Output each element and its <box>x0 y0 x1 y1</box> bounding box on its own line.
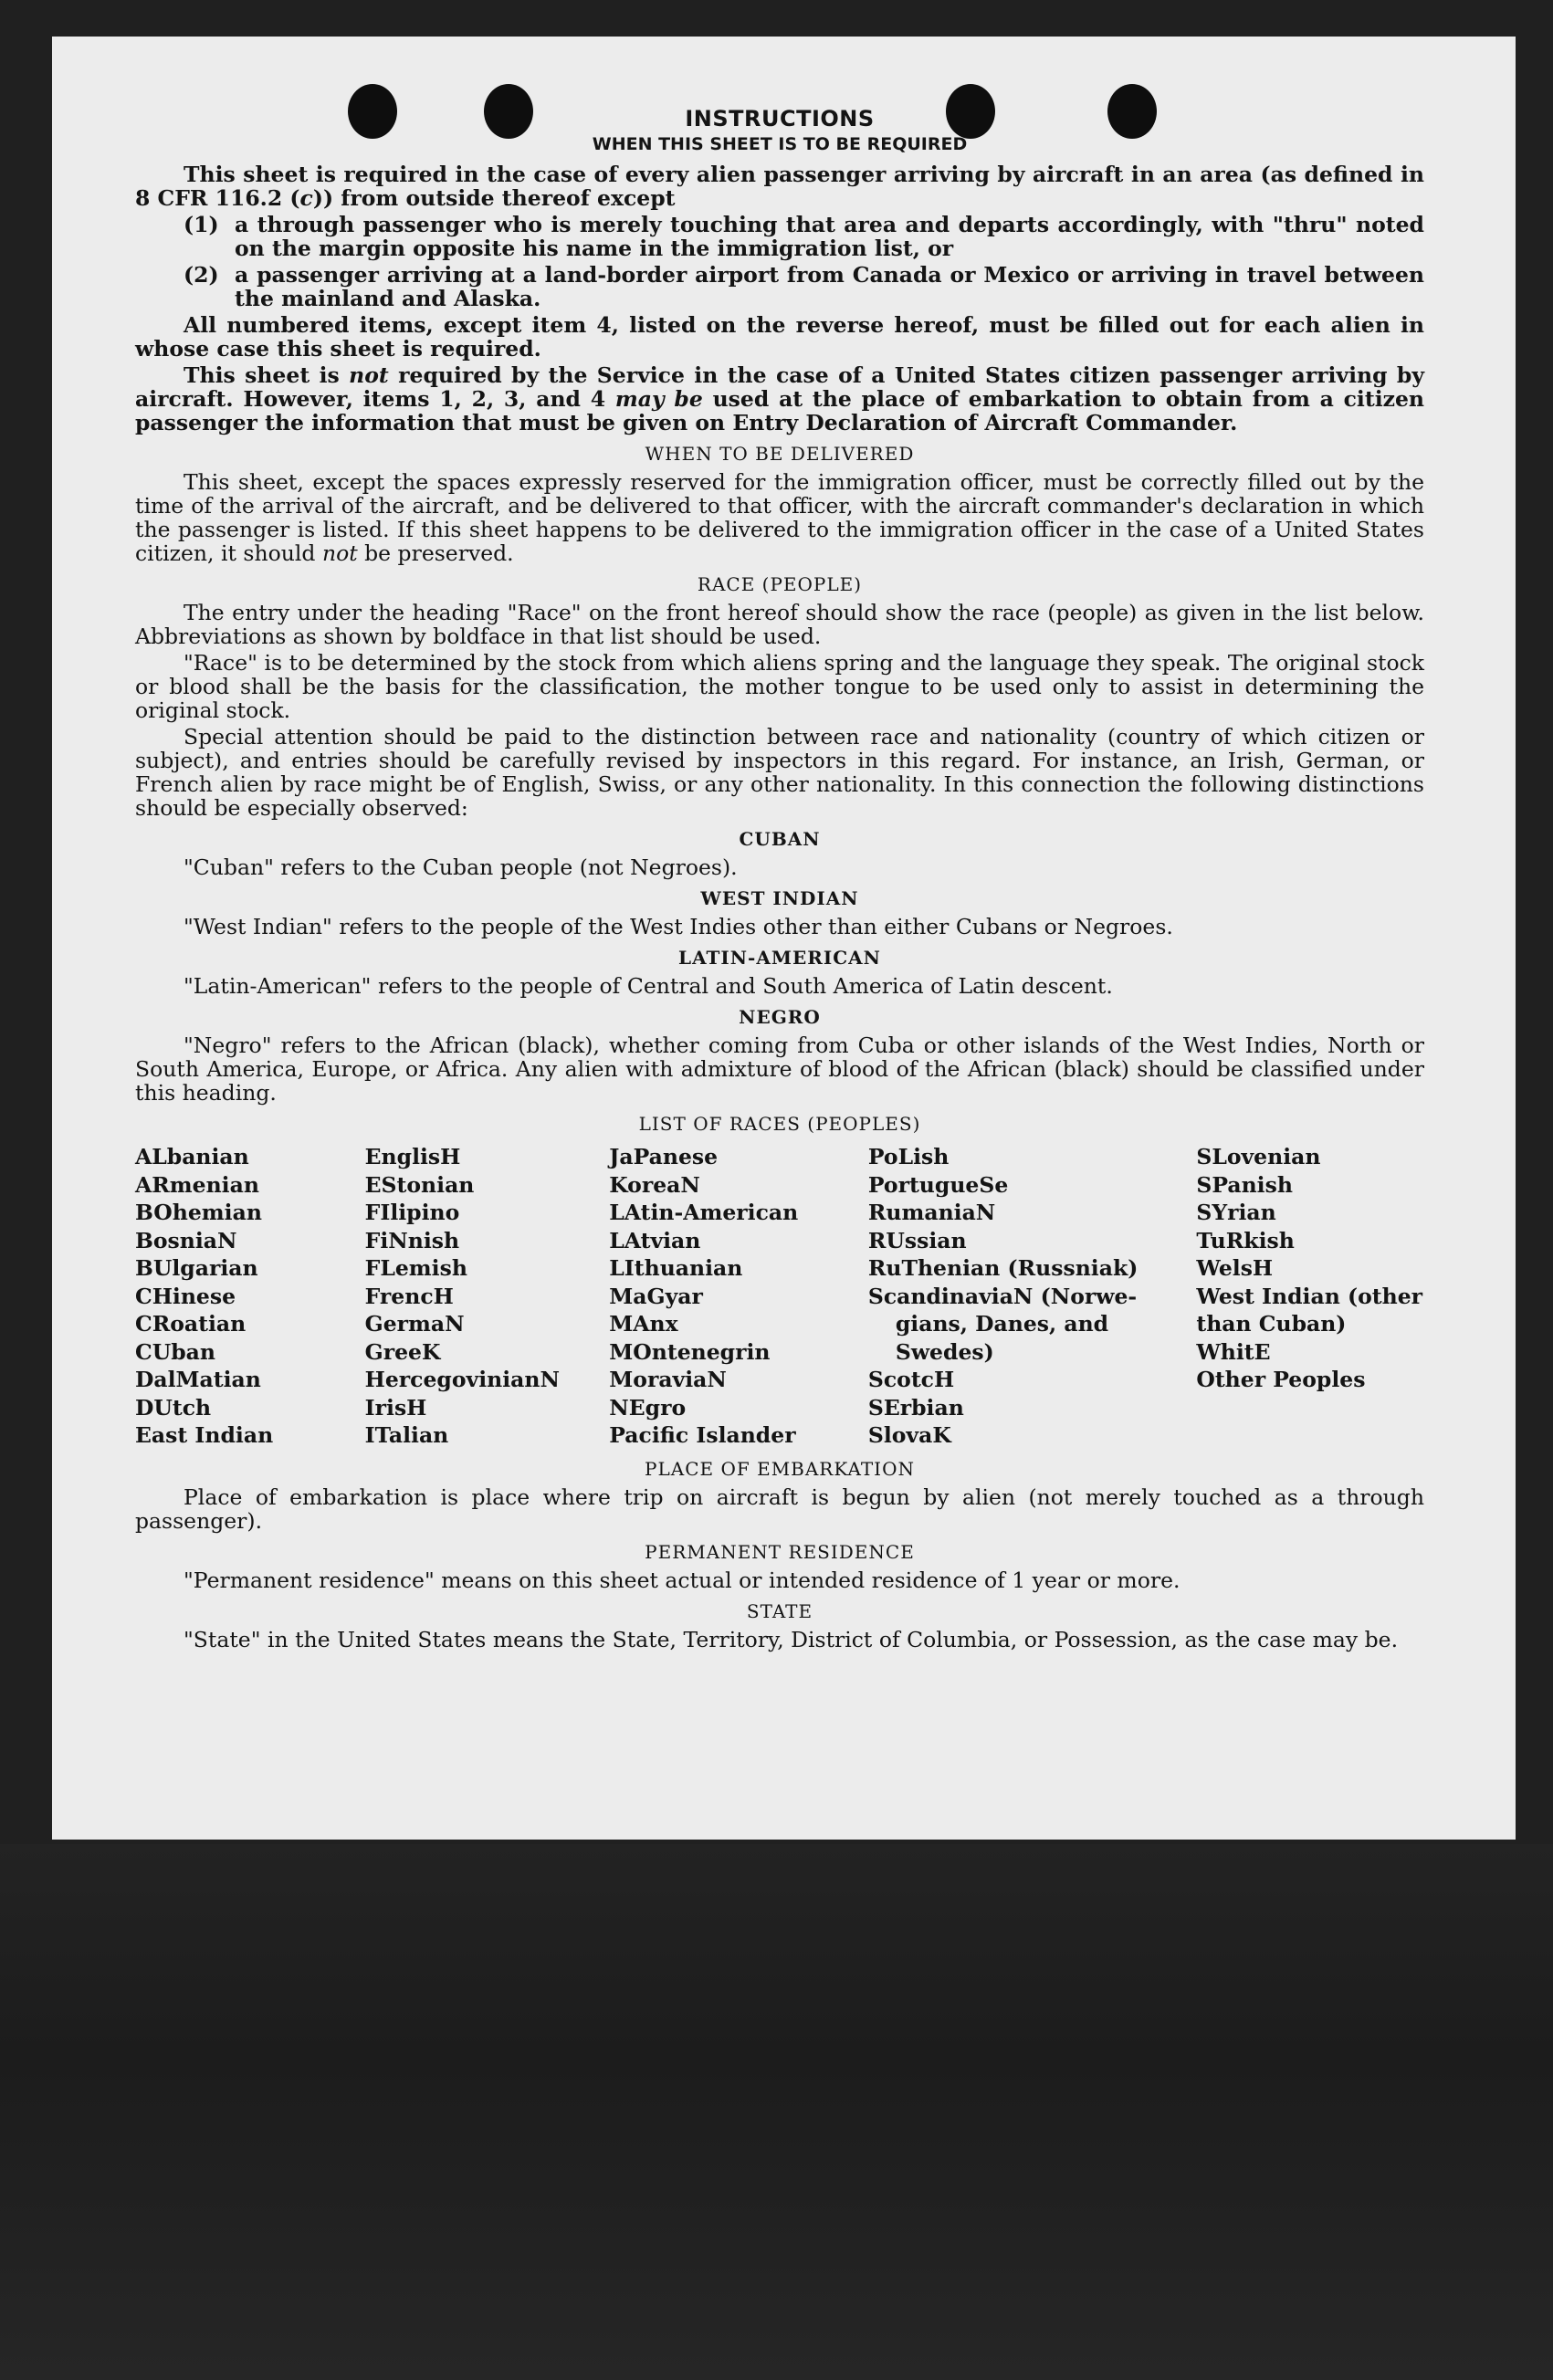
race-entry: PortugueSe <box>867 1171 1009 1198</box>
race-entry: GreeK <box>364 1338 441 1365</box>
race-list <box>135 1143 1424 1450</box>
punch-hole <box>348 84 397 139</box>
section-heading-race: RACE (PEOPLE) <box>697 573 863 595</box>
page-title: INSTRUCTIONS <box>685 106 875 131</box>
instruction-sheet <box>52 37 1516 1840</box>
race-entry: GermaN <box>364 1311 465 1337</box>
race-column <box>1196 1143 1424 1450</box>
race-entry: IrisH <box>364 1394 427 1421</box>
race-column <box>365 1143 610 1450</box>
intro-paragraph: This sheet is required in the case of every alien passenger arriving by aircraft in an area (as defined in 8 CFR 116.2 (c)) from outside thereof except <box>135 162 1424 211</box>
race-entry: RumaniaN <box>867 1200 996 1225</box>
race-entry: East Indian <box>135 1422 274 1448</box>
race-entry: RuThenian (Russniak) <box>867 1255 1139 1281</box>
race-entry: SYrian <box>1196 1200 1276 1225</box>
race-entry: FrencH <box>364 1283 454 1309</box>
race-entry: BUlgarian <box>135 1255 258 1281</box>
race-entry: ITalian <box>364 1422 449 1448</box>
race-entry: ScandinaviaN (Norwe- <box>867 1283 1138 1309</box>
race-entry: SlovaK <box>867 1422 951 1448</box>
race-entry: Pacific Islander <box>609 1422 796 1448</box>
race-entry: BOhemian <box>135 1200 262 1225</box>
race-entry: LIthuanian <box>609 1255 743 1281</box>
race-entry: than Cuban) <box>1196 1311 1347 1337</box>
scanner-background <box>0 1844 1553 2380</box>
race-entry: ARmenian <box>135 1171 259 1198</box>
when-delivered-paragraph: This sheet, except the spaces expressly reserved for the immigration officer, must be correctly filled out by the time of the arrival of the aircraft, and be delivered to that officer, with the aircraft commander's declaration in which the passenger is listed. If this sheet happens to be delivered to the immigration officer in the case of a United States citizen, it should not be preserved. <box>135 469 1424 566</box>
citizen-paragraph: This sheet is not required by the Service in the case of a United States citizen passenger arriving by aircraft. However, items 1, 2, 3, and 4 may be used at the place of embarkation to obtain from a citizen passenger the information that must be given on Entry Declaration of Aircraft Commander. <box>135 362 1425 435</box>
race-entry: Other Peoples <box>1196 1367 1366 1392</box>
race-entry: LAtin-American <box>609 1200 799 1225</box>
race-entry: CRoatian <box>135 1311 247 1337</box>
section-heading-residence: PERMANENT RESIDENCE <box>645 1540 915 1563</box>
race-entry: ScotcH <box>867 1367 955 1392</box>
race-entry: EStonian <box>364 1171 475 1198</box>
race-entry: CHinese <box>135 1283 236 1309</box>
exception-item-2: (2) a passenger arriving at a land-border airport from Canada or Mexico or arriving in travel between the mainland and Alaska. <box>184 262 1424 311</box>
race-column <box>609 1143 868 1450</box>
race-entry: TuRkish <box>1196 1227 1295 1253</box>
section-heading-west-indian: WEST INDIAN <box>700 887 859 909</box>
race-entry: FiNnish <box>364 1227 460 1253</box>
section-heading-cuban: CUBAN <box>739 828 821 850</box>
section-heading-negro: NEGRO <box>739 1006 821 1028</box>
race-entry: MAnx <box>609 1311 678 1337</box>
race-entry: MOntenegrin <box>609 1338 771 1365</box>
section-heading-list-of-races: LIST OF RACES (PEOPLES) <box>638 1113 921 1135</box>
section-heading-embarkation: PLACE OF EMBARKATION <box>645 1457 915 1480</box>
page-subtitle: WHEN THIS SHEET IS TO BE REQUIRED <box>592 134 968 154</box>
punch-hole <box>484 84 533 139</box>
race-entry: DalMatian <box>135 1367 261 1392</box>
race-entry: WelsH <box>1196 1255 1274 1281</box>
race-entry: EnglisH <box>364 1144 461 1169</box>
race-paragraph-2: "Race" is to be determined by the stock from which aliens spring and the language they speak. The original stock or blood shall be the basis for the classification, the mother tongue to be used only to assist in determining the original stock. <box>135 650 1424 723</box>
negro-definition: "Negro" refers to the African (black), whether coming from Cuba or other islands of the West Indies, North or South America, Europe, or Africa. Any alien with admixture of blood of the African (black) should be classified under this heading. <box>135 1033 1424 1106</box>
race-entry: JaPanese <box>609 1144 719 1169</box>
race-entry: gians, Danes, and <box>895 1311 1109 1337</box>
state-definition: "State" in the United States means the State, Territory, District of Columbia, or Possession, as the case may be. <box>184 1626 1399 1652</box>
race-entry: ALbanian <box>135 1144 249 1169</box>
race-entry: BosniaN <box>135 1227 237 1253</box>
race-entry: MoraviaN <box>609 1367 727 1392</box>
race-column <box>868 1143 1196 1450</box>
exception-item-1: (1) a through passenger who is merely touching that area and departs accordingly, with "thru" noted on the margin opposite his name in the immigration list, or <box>184 212 1424 261</box>
race-entry: KoreaN <box>609 1171 700 1198</box>
punch-hole <box>946 84 995 139</box>
race-paragraph-3: Special attention should be paid to the distinction between race and nationality (country of which citizen or subject), and entries should be carefully revised by inspectors in this regard. For instance, an Irish, German, or French alien by race might be of English, Swiss, or any other nationality. In this connection the following distinctions should be especially observed: <box>135 724 1424 821</box>
race-column <box>135 1143 365 1450</box>
race-entry: DUtch <box>135 1394 212 1421</box>
race-entry: MaGyar <box>609 1283 703 1309</box>
section-heading-when-delivered: WHEN TO BE DELIVERED <box>645 443 915 465</box>
race-entry: SLovenian <box>1196 1144 1321 1169</box>
race-entry: FIlipino <box>364 1200 460 1225</box>
race-entry: SPanish <box>1196 1171 1293 1198</box>
west-indian-definition: "West Indian" refers to the people of the West Indies other than either Cubans or Negroes. <box>184 914 1173 939</box>
race-entry: WhitE <box>1196 1338 1271 1365</box>
embarkation-definition: Place of embarkation is place where trip on aircraft is begun by alien (not merely touched as a through passenger). <box>135 1484 1424 1534</box>
race-entry: HercegovinianN <box>364 1367 560 1392</box>
latin-american-definition: "Latin-American" refers to the people of Central and South America of Latin descent. <box>184 973 1113 999</box>
cuban-definition: "Cuban" refers to the Cuban people (not Negroes). <box>184 854 738 880</box>
race-entry: Swedes) <box>895 1338 994 1365</box>
race-entry: FLemish <box>364 1255 467 1281</box>
race-entry: CUban <box>135 1338 215 1365</box>
punch-hole <box>1107 84 1157 139</box>
race-entry: West Indian (other <box>1196 1283 1423 1309</box>
race-entry: NEgro <box>609 1394 687 1421</box>
race-entry: SErbian <box>867 1394 964 1421</box>
race-entry: PoLish <box>867 1144 950 1169</box>
race-entry: RUssian <box>867 1227 967 1253</box>
numbered-items-paragraph: All numbered items, except item 4, listed on the reverse hereof, must be filled out for each alien in whose case this sheet is required. <box>135 312 1424 362</box>
section-heading-latin-american: LATIN-AMERICAN <box>678 947 881 969</box>
race-paragraph-1: The entry under the heading "Race" on the front hereof should show the race (people) as given in the list below. Abbreviations as shown by boldface in that list should be used. <box>135 600 1424 649</box>
residence-definition: "Permanent residence" means on this sheet actual or intended residence of 1 year or more. <box>184 1567 1180 1593</box>
race-entry: LAtvian <box>609 1227 701 1253</box>
section-heading-state: STATE <box>746 1599 813 1622</box>
